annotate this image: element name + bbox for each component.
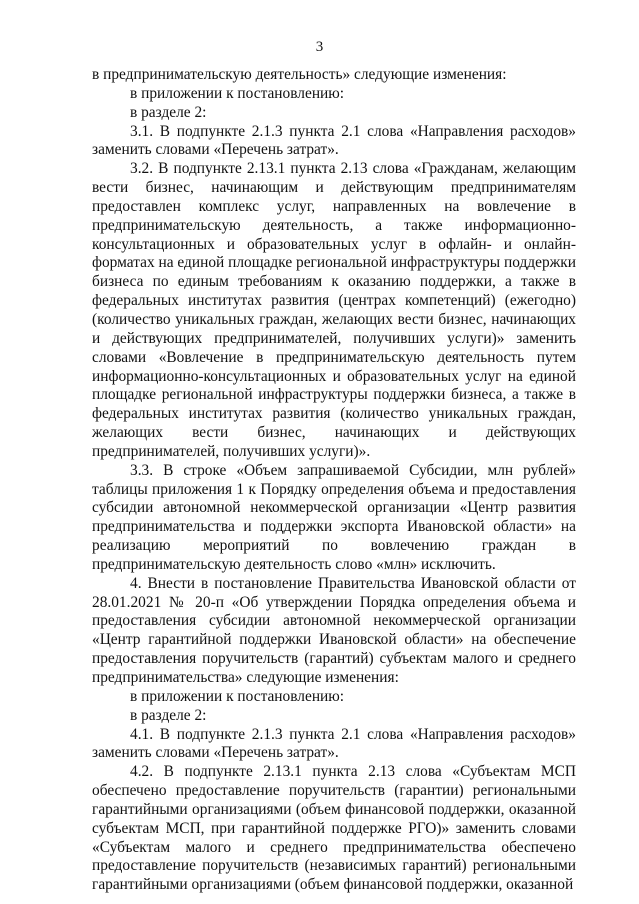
- paragraph: 4.1. В подпункте 2.1.3 пункта 2.1 слова «Направления расходов» заменить словами «Перечень затрат».: [92, 725, 576, 762]
- paragraph: в приложении к постановлению:: [130, 687, 345, 705]
- paragraph: 3.1. В подпункте 2.1.3 пункта 2.1 слова «Направления расходов» заменить словами «Перечень затрат».: [92, 122, 576, 159]
- paragraph: в предпринимательскую деятельность» следующие изменения:: [92, 66, 507, 83]
- document-body: [92, 66, 576, 895]
- paragraph: 3.3. В строке «Объем запрашиваемой Субсидии, млн рублей» таблицы приложения 1 к Порядку определения объема и предоставления субсидии автономной некоммерческой организации «Центр развития предпринимательства и поддержки экспорта Ивановской области» на реализацию мероприятий по вовлечению граждан в предпринимательскую деятельность слово «млн» исключить.: [92, 461, 576, 573]
- paragraph: 4.2. В подпункте 2.13.1 пункта 2.13 слова «Субъектам МСП обеспечено предоставление поручительств (гарантии) региональными гарантийными организациями (объем финансовой поддержки, оказанной субъектам МСП, при гарантийной поддержке РГО)» заменить словами «Субъектам малого и среднего предпринимательства обеспечено предоставление поручительств (независимых гарантий) региональными гарантийными организациями (объем финансовой поддержки, оказанной: [92, 763, 576, 894]
- page-number: 3: [315, 39, 324, 55]
- paragraph: в приложении к постановлению:: [130, 84, 345, 102]
- paragraph: 4. Внести в постановление Правительства Ивановской области от 28.01.2021 № 20-п «Об утверждении Порядка определения объема и предоставления субсидии автономной некоммерческой организации «Центр гарантийной поддержки Ивановской области» на обеспечение предоставления поручительств (гарантий) субъектам малого и среднего предпринимательства» следующие изменения:: [92, 574, 576, 686]
- paragraph: в разделе 2:: [130, 706, 207, 724]
- paragraph: в разделе 2:: [130, 103, 207, 121]
- paragraph: 3.2. В подпункте 2.13.1 пункта 2.13 слова «Гражданам, желающим вести бизнес, начинающим и действующим предпринимателям предоставлен комплекс услуг, направленных на вовлечение в предпринимательскую деятельность, а также информационно-консультационных и образовательных услуг в офлайн- и онлайн-форматах на единой площадке региональной инфраструктуры поддержки бизнеса по единым требованиям к оказанию поддержки, а также в федеральных институтах развития (центрах компетенций) (ежегодно) (количество уникальных граждан, желающих вести бизнес, начинающих и действующих предпринимателей, получивших услуги)» заменить словами «Вовлечение в предпринимательскую деятельность путем информационно-консультационных и образовательных услуг на единой площадке региональной инфраструктуры поддержки бизнеса, а также в федеральных институтах развития (количество уникальных граждан, желающих вести бизнес, начинающих и действующих предпринимателей, получивших услуги)».: [92, 160, 576, 460]
